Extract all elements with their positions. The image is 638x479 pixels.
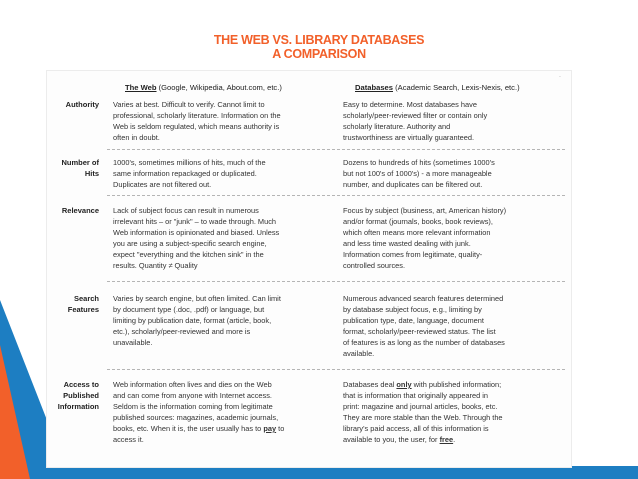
- cell-line: Web information is opinionated and biased. Unless: [113, 228, 280, 237]
- row-divider: [107, 149, 565, 150]
- row-divider: [107, 195, 565, 196]
- cell-line: controlled sources.: [343, 261, 406, 270]
- cell-line: library's paid access, all of this information is: [343, 424, 489, 433]
- database-cell: [343, 379, 503, 445]
- row-label-line: Relevance: [61, 206, 99, 215]
- comparison-document: [46, 70, 572, 468]
- web-cell: [113, 99, 281, 143]
- cell-line: etc.), scholarly/peer-reviewed and more is: [113, 327, 251, 336]
- cell-line: and/or format (journals, books, book reviews),: [343, 217, 493, 226]
- cell-line: publication type, date, language, document: [343, 316, 484, 325]
- row-label-line: Number of: [61, 158, 99, 167]
- cell-line: Information comes from legitimate, quality-: [343, 250, 483, 259]
- cell-line: Varies by search engine, but often limited. Can limit: [113, 294, 281, 303]
- cell-text: books, etc. When it is, the user usually has to: [113, 424, 264, 433]
- cell-line: and can come from anyone with Internet access.: [113, 391, 272, 400]
- cell-line: but not 100's of 1000's) - a more manageable: [343, 169, 492, 178]
- web-cell: [113, 379, 284, 445]
- row-label: [47, 99, 99, 110]
- database-cell: [343, 293, 505, 359]
- cell-line: trustworthiness are virtually guaranteed.: [343, 133, 475, 142]
- cell-line: of features is as long as the number of databases: [343, 338, 505, 347]
- cell-line: professional, scholarly literature. Information on the: [113, 111, 281, 120]
- cell-text: .: [453, 435, 456, 444]
- cell-text: Databases deal: [343, 380, 397, 389]
- cell-line: scholarly/peer-reviewed filter or contain only: [343, 111, 488, 120]
- cell-line: [343, 379, 503, 390]
- cell-line: same information repackaged or duplicated.: [113, 169, 257, 178]
- cell-line: Varies at best. Difficult to verify. Cannot limit to: [113, 100, 265, 109]
- cell-line: number, and duplicates can be filtered out.: [343, 180, 483, 189]
- web-cell: [113, 293, 281, 348]
- column-header-web-title: The Web: [125, 83, 157, 92]
- emphasis-free: free: [439, 435, 454, 444]
- corner-decoration-orange: [0, 345, 30, 479]
- cell-line: you are using a subject-specific search engine,: [113, 239, 267, 248]
- row-label-line: Features: [67, 305, 99, 314]
- cell-line: Web information often lives and dies on the Web: [113, 380, 272, 389]
- row-label-line: Published: [63, 391, 99, 400]
- page-mark: ˙: [559, 75, 562, 84]
- cell-line: access it.: [113, 435, 144, 444]
- column-header-db-title: Databases: [355, 83, 393, 92]
- cell-line: and less time wasted dealing with junk.: [343, 239, 471, 248]
- column-header-db-examples: (Academic Search, Lexis-Nexis, etc.): [393, 83, 520, 92]
- cell-line: results. Quantity ≠ Quality: [113, 261, 198, 270]
- cell-text: to: [276, 424, 285, 433]
- slide-title-line-1: THE WEB VS. LIBRARY DATABASES: [213, 33, 425, 47]
- cell-line: Seldom is the information coming from legitimate: [113, 402, 273, 411]
- cell-text: with published information;: [411, 380, 502, 389]
- cell-line: Focus by subject (business, art, American history): [343, 206, 507, 215]
- row-label-line: Search: [73, 294, 99, 303]
- cell-line: format, scholarly/peer-reviewed status. The list: [343, 327, 496, 336]
- cell-line: by database subject focus, e.g., limiting by: [343, 305, 482, 314]
- column-header-web: [125, 83, 282, 92]
- row-label-line: Authority: [65, 100, 99, 109]
- database-cell: [343, 205, 506, 271]
- cell-line: print: magazine and journal articles, books, etc.: [343, 402, 498, 411]
- cell-line: Web is seldom regulated, which means authority is: [113, 122, 280, 131]
- database-cell: [343, 157, 495, 190]
- cell-line: by document type (.doc, .pdf) or language, but: [113, 305, 265, 314]
- cell-line: which often means more relevant information: [343, 228, 491, 237]
- emphasis-pay: pay: [263, 424, 277, 433]
- cell-line: Numerous advanced search features determined: [343, 294, 504, 303]
- row-divider: [107, 369, 565, 370]
- cell-line: unavailable.: [113, 338, 153, 347]
- cell-line: expect "everything and the kitchen sink" in the: [113, 250, 264, 259]
- web-cell: [113, 205, 279, 271]
- cell-line: often in doubt.: [113, 133, 160, 142]
- row-label: [47, 157, 99, 179]
- row-label-line: Information: [57, 402, 99, 411]
- row-label-line: Hits: [84, 169, 99, 178]
- cell-line: Easy to determine. Most databases have: [343, 100, 477, 109]
- cell-text: available to you, the user, for: [343, 435, 440, 444]
- cell-line: [113, 423, 284, 434]
- cell-line: limiting by publication date, format (article, book,: [113, 316, 272, 325]
- emphasis-only: only: [396, 380, 412, 389]
- cell-line: published sources: magazines, academic journals,: [113, 413, 279, 422]
- row-label: [47, 379, 99, 412]
- row-label-line: Access to: [63, 380, 99, 389]
- cell-line: 1000's, sometimes millions of hits, much of the: [113, 158, 266, 167]
- cell-line: available.: [343, 349, 375, 358]
- cell-line: that is information that originally appeared in: [343, 391, 489, 400]
- cell-line: [343, 434, 503, 445]
- database-cell: [343, 99, 487, 143]
- cell-line: Lack of subject focus can result in numerous: [113, 206, 259, 215]
- web-cell: [113, 157, 266, 190]
- cell-line: Dozens to hundreds of hits (sometimes 1000's: [343, 158, 495, 167]
- cell-line: scholarly literature. Authority and: [343, 122, 451, 131]
- cell-line: They are more stable than the Web. Through the: [343, 413, 503, 422]
- row-label: [47, 293, 99, 315]
- slide-title-line-2: A COMPARISON: [272, 47, 366, 61]
- cell-line: irrelevant hits – or "junk" – to wade through. Much: [113, 217, 276, 226]
- column-header-web-examples: (Google, Wikipedia, About.com, etc.): [156, 83, 282, 92]
- row-label: [47, 205, 99, 216]
- row-divider: [107, 281, 565, 282]
- column-header-databases: [355, 83, 520, 92]
- cell-line: Duplicates are not filtered out.: [113, 180, 212, 189]
- slide-title: [0, 33, 638, 61]
